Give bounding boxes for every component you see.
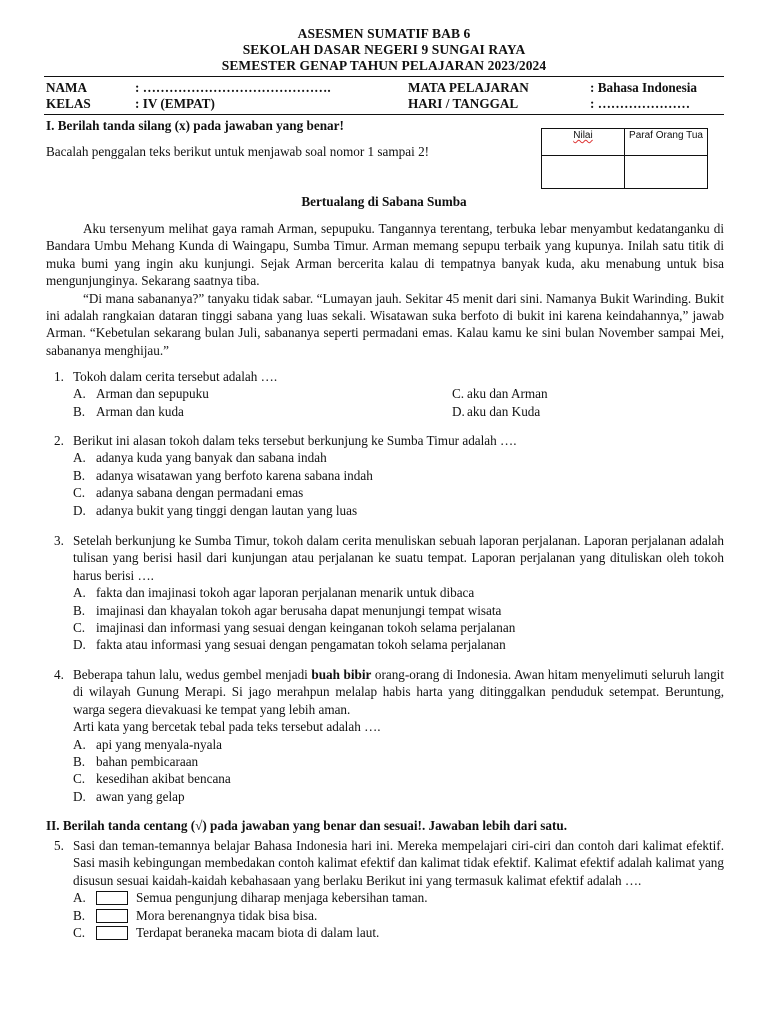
question-4 (54, 666, 724, 805)
paraf-header: Paraf Orang Tua (625, 129, 708, 156)
question-3 (54, 532, 724, 654)
nama-label: NAMA (46, 80, 88, 95)
option-text: imajinasi dan informasi yang sesuai dengan keinganan tokoh selama perjalanan (96, 620, 516, 635)
option-label: D. (73, 502, 86, 518)
question-number: 1. (54, 369, 64, 384)
option-b[interactable] (54, 467, 724, 484)
nilai-header: Nilai (542, 129, 625, 156)
question-number: 2. (54, 433, 64, 448)
story-title: Bertualang di Sabana Sumba (301, 194, 467, 209)
semester-line: SEMESTER GENAP TAHUN PELAJARAN 2023/2024 (221, 58, 547, 73)
option-label: A. (73, 736, 86, 752)
option-text: fakta atau informasi yang sesuai dengan pengamatan tokoh selama perjalanan (96, 637, 506, 653)
kelas-label: KELAS (46, 96, 91, 111)
mapel-label: MATA PELAJARAN (408, 80, 529, 95)
option-c[interactable] (54, 484, 724, 501)
option-label: A. (73, 585, 86, 601)
option-a[interactable] (54, 736, 724, 753)
option-text: bahan pembicaraan (96, 754, 199, 770)
option-b-label[interactable]: B. (73, 403, 86, 419)
question-number: 4. (54, 667, 64, 682)
question-1 (54, 368, 724, 420)
identity-row-2 (46, 96, 722, 114)
checkbox-option-c (54, 924, 724, 941)
option-d-label[interactable]: D. (452, 403, 465, 419)
option-text: adanya sabana dengan permadani emas (96, 485, 304, 501)
question-stem: Tokoh dalam cerita tersebut adalah …. (73, 369, 278, 384)
header-rule-top (44, 76, 724, 77)
option-text: Mora berenangnya tidak bisa bisa. (136, 907, 318, 923)
option-d[interactable] (54, 502, 724, 519)
option-text: Terdapat beraneka macam biota di dalam laut. (136, 925, 380, 940)
option-b[interactable] (54, 753, 724, 770)
option-text: imajinasi dan khayalan tokoh agar berusaha dapat menunjungi tempat wisata (96, 602, 502, 618)
question-number: 3. (54, 533, 64, 548)
option-label: B. (73, 754, 86, 770)
option-label: C. (73, 925, 86, 940)
section-1-instruction: I. Berilah tanda silang (x) pada jawaban yang benar! (46, 118, 344, 133)
question-stem: Berikut ini alasan tokoh dalam teks tersebut berkunjung ke Sumba Timur adalah …. (73, 433, 517, 448)
section-2-instruction: II. Berilah tanda centang (√) pada jawaban yang benar dan sesuai!. Jawaban lebih dari satu. (46, 818, 568, 833)
option-label: A. (73, 450, 86, 466)
kelas-value: : IV (EMPAT) (135, 96, 215, 111)
option-row (54, 403, 724, 420)
option-d-text[interactable]: aku dan Kuda (467, 403, 541, 419)
option-label: C. (73, 620, 86, 635)
option-a[interactable] (54, 584, 724, 601)
option-text: Semua pengunjung diharap menjaga kebersihan taman. (136, 890, 428, 906)
option-d[interactable] (54, 636, 724, 653)
checkbox[interactable] (96, 891, 128, 905)
reading-note: Bacalah penggalan teks berikut untuk menjawab soal nomor 1 sampai 2! (46, 144, 430, 159)
option-d[interactable] (54, 788, 724, 805)
option-c-text[interactable]: aku dan Arman (467, 386, 548, 402)
option-b[interactable] (54, 602, 724, 619)
hari-field[interactable]: : ………………… (590, 96, 691, 111)
option-c[interactable] (54, 770, 724, 787)
option-label: B. (73, 467, 86, 483)
header-rule-bottom (44, 114, 724, 115)
nama-field[interactable]: : ……………………………………. (135, 80, 331, 95)
question-stem: Setelah berkunjung ke Sumba Timur, tokoh dalam cerita menuliskan sebuah laporan perjalanan. Laporan perjalanan adalah tulisan yang berisi hasil dari kunjungan atau perjalanan ke suatu tempat. Laporan perjalanan yang dituliskan oleh tokoh harus berisi …. (73, 533, 724, 583)
option-row (54, 385, 724, 402)
checkbox-option-b (54, 907, 724, 924)
question-prompt: Arti kata yang bercetak tebal pada teks tersebut adalah …. (73, 719, 381, 735)
option-text: fakta dan imajinasi tokoh agar laporan perjalanan menarik untuk dibaca (96, 585, 475, 601)
option-label: C. (73, 485, 86, 501)
option-a-text[interactable]: Arman dan sepupuku (96, 386, 209, 402)
story-paragraph-1: Aku tersenyum melihat gaya ramah Arman, sepupuku. Tangannya terentang, terbuka lebar menyambut kedatanganku di Bandara Umbu Mehang Kunda di Waingapu, Sumba Timur. Arman memang sepupu terbaik yang kupunya. Inilah satu titik di muka bumi yang ingin aku kunjungi. Sejak Arman bercerita kalau di tempatnya banyak kuda, aku menabung untuk bisa mengunjunginya. Sekarang saatnya tiba. (46, 221, 724, 289)
option-text: awan yang gelap (96, 788, 185, 804)
question-number: 5. (54, 838, 64, 853)
question-stem: Sasi dan teman-temannya belajar Bahasa Indonesia hari ini. Mereka mempelajari ciri-ciri dan contoh dari kalimat efektif. Sasi masih kebingungan membedakan contoh kalimat efektif dan kalimat tidak efektif. Kalimat efektif adalah kalimat yang disusun sesuai kaidah-kaidah kebahasaan yang berlaku Berikut ini yang termasuk kalimat efektif adalah …. (73, 838, 724, 888)
school-name: SEKOLAH DASAR NEGERI 9 SUNGAI RAYA (242, 42, 526, 57)
exam-title: ASESMEN SUMATIF BAB 6 (297, 26, 471, 41)
option-text: api yang menyala-nyala (96, 736, 222, 752)
question-2 (54, 432, 724, 519)
question-5 (54, 837, 724, 941)
question-stem: Beberapa tahun lalu, wedus gembel menjadi buah bibir orang-orang di Indonesia. Awan hitam menyelimuti seluruh langit di wilayah Gunung Merapi. Si jago merahpun melalap habis harta yang ditinggalkan penduduk setempat. Beruntung, warga segera dievakuasi ke tempat yang lebih aman. (73, 667, 724, 717)
option-label: D. (73, 788, 86, 804)
checkbox[interactable] (96, 926, 128, 940)
option-label: A. (73, 890, 86, 906)
option-label: B. (73, 602, 86, 618)
nilai-cell[interactable] (542, 156, 625, 189)
option-c[interactable] (54, 619, 724, 636)
checkbox-option-a (54, 889, 724, 906)
option-a[interactable] (54, 449, 724, 466)
option-text: adanya bukit yang tinggi dengan lautan yang luas (96, 502, 358, 518)
option-label: D. (73, 637, 86, 653)
mapel-value: : Bahasa Indonesia (590, 80, 698, 95)
score-box (541, 128, 708, 189)
option-a-label[interactable]: A. (73, 386, 86, 402)
hari-label: HARI / TANGGAL (408, 96, 519, 111)
option-label: B. (73, 907, 86, 923)
option-b-text[interactable]: Arman dan kuda (96, 403, 184, 419)
story-text (46, 220, 724, 359)
option-c-label[interactable]: C. (452, 386, 465, 402)
paraf-cell[interactable] (625, 156, 708, 189)
story-paragraph-2: “Di mana sabananya?” tanyaku tidak sabar. “Lumayan jauh. Sekitar 45 menit dari sini. Namanya Bukit Warinding. Bukit ini adalah rangkaian dataran tinggi sabana yang luas sekali. Wisatawan suka berfoto di bukit ini karena keindahannya,” jawab Arman. “Kebetulan sekarang bulan Juli, sabananya seperti permadani emas. Kalau kamu ke sini bulan November sampai Mei, sabananya menghijau.” (46, 290, 724, 358)
option-label: C. (73, 771, 86, 787)
option-text: adanya kuda yang banyak dan sabana indah (96, 450, 327, 466)
option-text: adanya wisatawan yang berfoto karena sabana indah (96, 467, 373, 483)
bold-phrase: buah bibir (311, 667, 372, 682)
checkbox[interactable] (96, 909, 128, 923)
option-text: kesedihan akibat bencana (96, 771, 231, 787)
